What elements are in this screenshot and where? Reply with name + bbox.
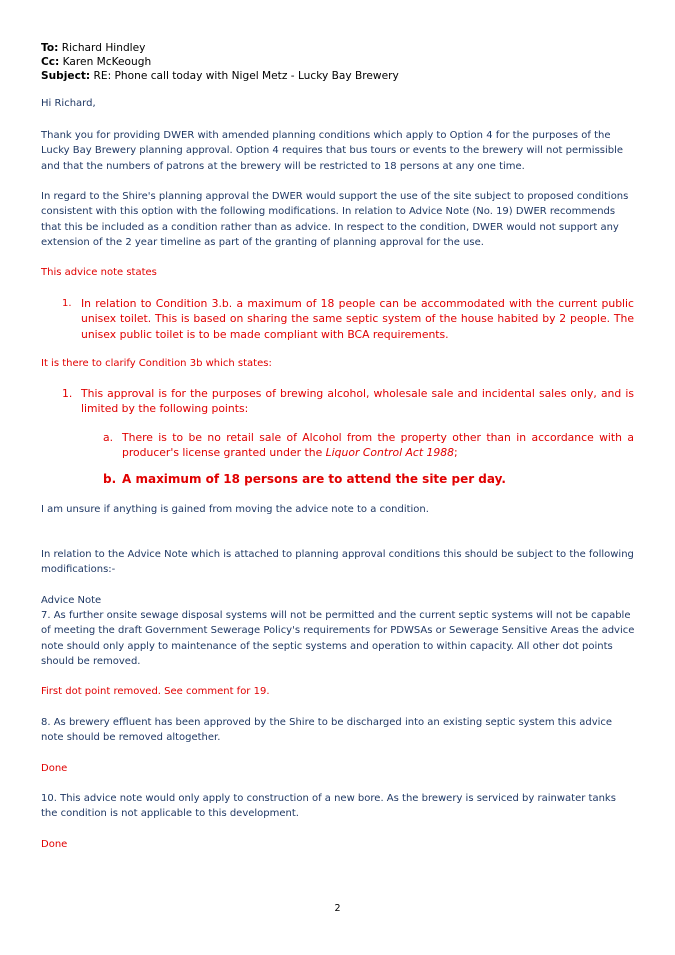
reply-note-7: First dot point removed. See comment for 19. [41, 686, 270, 697]
paragraph-planning-approval: In regard to the Shire's planning approval the DWER would support the use of the site subject to proposed conditions consistent with this option with the following modifications. In relation to Advice Note (No. 19) DWER recommends that this be included as a condition rather than as advice. In respect to the condition, DWER would not support any extension of the 2 year timeline as part of the granting of planning approval for the use. [41, 191, 629, 248]
advice-note-modifications: In relation to the Advice Note which is attached to planning approval conditions this should be subject to the following modifications:- [41, 549, 634, 576]
condition-list-item [62, 386, 634, 417]
advice-note-8: 8. As brewery effluent has been approved by the Shire to be discharged into an existing septic system this advice note should be removed altogether. [41, 717, 613, 744]
advice-note-10: 10. This advice note would only apply to construction of a new bore. As the brewery is serviced by rainwater tanks the condition is not applicable to this development. [41, 793, 616, 820]
cc-label: Cc: [41, 56, 60, 68]
to-label: To: [41, 42, 59, 54]
reply-note-10: Done [41, 839, 68, 850]
subject-label: Subject: [41, 70, 91, 82]
subject-value: RE: Phone call today with Nigel Metz - Lucky Bay Brewery [93, 70, 399, 82]
greeting: Hi Richard, [41, 98, 96, 109]
advice-note-intro: This advice note states [41, 267, 157, 278]
advice-item-number: 1. [62, 298, 72, 309]
sub-item-b-letter: b. [103, 472, 117, 486]
reply-note-8: Done [41, 763, 68, 774]
sub-item-a-text-after: ; [454, 446, 458, 460]
advice-list-item [62, 296, 634, 342]
clarify-intro: It is there to clarify Condition 3b which states: [41, 358, 272, 369]
liquor-control-act: Liquor Control Act 1988 [325, 446, 455, 460]
sub-item-a-text [122, 430, 634, 461]
condition-item-number: 1. [62, 387, 73, 400]
email-to-line [41, 41, 145, 55]
advice-item-text: In relation to Condition 3.b. a maximum of 18 people can be accommodated with the current public unisex toilet. This is based on sharing the same septic system of the house habited by 2 people. The unisex public toilet is to be made compliant with BCA requirements. [81, 297, 634, 341]
sub-item-a-text-before: There is to be no retail sale of Alcohol from the property other than in accordance with a producer's license granted under the [122, 431, 634, 460]
cc-value: Karen McKeough [62, 56, 152, 68]
condition-item-text: This approval is for the purposes of brewing alcohol, wholesale sale and incidental sales only, and is limited by the following points: [81, 387, 634, 416]
sub-item-b-text: A maximum of 18 persons are to attend the site per day. [122, 472, 506, 486]
unsure-paragraph: I am unsure if anything is gained from moving the advice note to a condition. [41, 504, 429, 515]
to-value: Richard Hindley [61, 42, 146, 54]
email-cc-line [41, 55, 151, 69]
advice-note-7: 7. As further onsite sewage disposal systems will not be permitted and the current septic systems will not be capable of meeting the draft Government Sewerage Policy's requirements for PDWSAs or Sewerage Sensitive Areas the advice note should only apply to maintenance of the septic systems and operation to within capacity. All other dot points should be removed. [41, 610, 635, 667]
condition-sub-item-b [103, 472, 634, 487]
sub-item-a-letter: a. [103, 431, 114, 444]
page-number: 2 [334, 903, 341, 914]
email-subject-line [41, 69, 399, 83]
advice-note-heading: Advice Note [41, 595, 102, 606]
paragraph-option-4: Thank you for providing DWER with amended planning conditions which apply to Option 4 for the purposes of the Lucky Bay Brewery planning approval. Option 4 requires that bus tours or events to the brewery will not permissible and that the numbers of patrons at the brewery will be restricted to 18 persons at any one time. [41, 130, 624, 172]
condition-sub-item-a [103, 430, 634, 461]
